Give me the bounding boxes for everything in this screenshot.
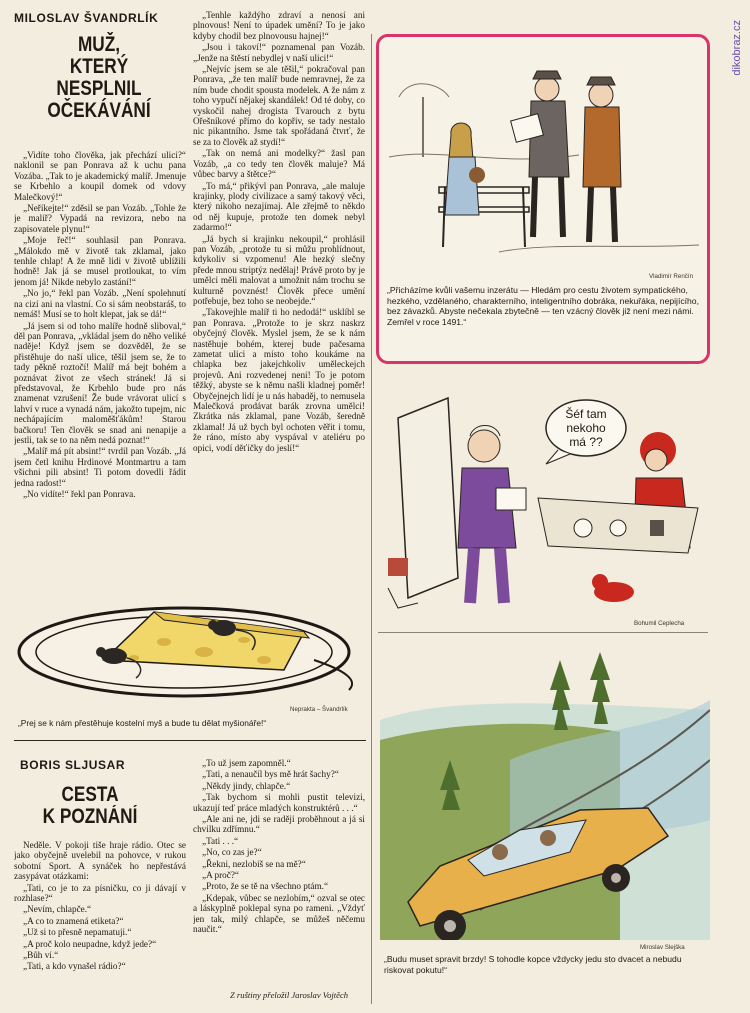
paragraph: „Ale ani ne, jdi se raději proběhnout a já si chvilku zdřímnu.“ <box>193 814 365 835</box>
story2-title-line: CESTA <box>61 783 119 806</box>
paragraph: „A proč kolo neupadne, když jede?“ <box>23 938 157 949</box>
speech-bubble-line: nekoho <box>566 421 606 435</box>
kitchen-cartoon <box>378 378 708 616</box>
story1-title <box>14 34 184 122</box>
translator-credit: Z ruštiny přeložil Jaroslav Vojtěch <box>230 990 349 1000</box>
divider <box>378 632 708 633</box>
paragraph: Neděle. V pokoji tiše hraje rádio. Otec se jako obyčejně uvelebil na pohovce, v rukou sobotní Sport. A synáček ho nepřestává zasypávat otázkami: <box>14 840 186 882</box>
story2-author: BORIS SLJUSAR <box>20 758 126 772</box>
car-cartoon-credit: Miroslav Slejška <box>640 944 685 951</box>
paragraph: „Takovejhle malíř ti ho nedodá!“ usklíbl se pan Ponrava. „Protože to je skrz naskrz obyčejný člověk. Myslel jsem, že se k nám nastěhuje bohém, kterej bude pačesama zametat ulici a místo toho koukáme na chlapka bez jakejchkoliv uměleckejch projevů. Ani rozvedenej není! To je potom těžký, abyste se k němu našli kladnej poměr! Obyčejnejch lidí je u nás habaděj, to nemusela Malečková prodávat barák zrovna umělci! Zkrátka nás zklamal, pane Vozáb, šeredně zklamal! Já už bych byl ochoten věřit i tomu, že ráno, místo aby vyspával v ateliéru po opici, vodí děťičky do jeslí!“ <box>193 307 365 453</box>
paragraph: „Vidíte toho člověka, jak přechází ulici?“ naklonil se pan Ponrava až k uchu pana Vozába. „Tak to je akademický malíř. Jmenuje se Krbehlo a koupil domek od vdovy Malečkový!“ <box>14 150 186 202</box>
story2-title <box>20 784 160 828</box>
paragraph: „Nevím, chlapče.“ <box>23 904 92 915</box>
paragraph: „Tati . . .“ <box>202 835 239 846</box>
story1-column-2 <box>193 10 365 572</box>
paragraph: „Nejvíc jsem se ale těšil,“ pokračoval pan Ponrava, „že ten malíř bude nemravnej, že za ním bude chodit spousta modelek. A že nám z toho vypučí nějakej skandálek! Od té doby, co vyskočil nahej drogista Tvarouch z bytu Ořešníkové přímo do kopřiv, se tady nestalo nic pikantního. Jsme tak spořádaná čtvrť, že se za to člověk až stydí!“ <box>193 64 365 147</box>
paragraph: „No, co zas je?“ <box>202 847 262 858</box>
story1-title-line: MUŽ, <box>77 33 121 56</box>
paragraph: „Řekni, nezlobíš se na mě?“ <box>202 858 306 869</box>
paragraph: „Tak on nemá ani modelky?“ žasl pan Vozáb, „a co tedy ten člověk maluje? Má vůbec barvy a štětce?“ <box>193 148 365 180</box>
paragraph: „Malíř má pít absint!“ tvrdil pan Vozáb. „Já jsem četl knihu Hrdinové Montmartru a tam všichni pili absint! Ti potom dovedli řádit jedna radost!“ <box>14 446 186 488</box>
mice-cartoon-credit: Neprakta – Švandrlík <box>290 706 348 713</box>
story1-author: MILOSLAV ŠVANDRLÍK <box>14 11 159 25</box>
paragraph: „Tati, co je to za písničku, co ji dávají v rozhlase?“ <box>14 882 186 904</box>
kitchen-illustration <box>378 378 708 616</box>
kitchen-cartoon-credit: Bohumil Ceplecha <box>634 620 685 627</box>
column-divider <box>371 34 372 1004</box>
car-cartoon <box>380 640 710 940</box>
car-cartoon-caption: „Budu muset spravit brzdy! S tohodle kopce vždycky jedu sto dvacet a nebudu riskovat pokutu!“ <box>384 954 682 975</box>
paragraph: „Já bych si krajinku nekoupil,“ prohlásil pan Vozáb, „protože tu si můžu prohlídnout, kdykoliv si vzpomenu! Ale hezký slečny přede mnou striptýz nedělaj! Právě proto by je umělci měli malovat a umožnit nám trochu se kulturně povznést! Člověk přece umění potřebuje, bez toho se neobejde.“ <box>193 233 365 306</box>
park-cartoon-credit: Vladimír Renčín <box>649 273 694 280</box>
paragraph: „Tak bychom si mohli pustit televizi, ukazují teď práce mladých konstruktérů . . .“ <box>193 792 365 813</box>
paragraph: „To už jsem zapomněl.“ <box>202 758 291 768</box>
paragraph: „Tati, a kdo vynašel rádio?“ <box>23 961 126 972</box>
paragraph: „To má,“ přikývl pan Ponrava, „ale maluje krajinky, plody civilizace a samý takový věci, který nikoho nezajímaj. Ale zřejmě to někdo od něj kupuje, protože ten domek nebyl zadarmo!“ <box>193 180 365 233</box>
speech-bubble-line: Šéf tam <box>565 407 607 421</box>
paragraph: „Jsou i takoví!“ poznamenal pan Vozáb. „Jenže na štěstí nebydlej v naší ulici!“ <box>193 42 365 63</box>
paragraph: „Moje řeč!“ souhlasil pan Ponrava. „Málokdo mě v životě tak zklamal, jako tenhle chlap! A že mně lidi v životě ublížili hodně! Jak já se musel protloukat, to vím jenom já! Nikde nebylo zastání!“ <box>14 235 186 287</box>
mice-on-cheese-illustration <box>14 580 366 704</box>
story1-title-line: KTERÝ <box>69 55 129 78</box>
story2-column-2 <box>193 758 365 980</box>
paragraph: „Já jsem si od toho malíře hodně sliboval,“ děl pan Ponrava, „vkládal jsem do něho veliké naděje! Když jsem se dozvěděl, že se přistěhuje do naší ulice, těšil jsem se, že to tady pěkně roztočí! Malíř má bejt bohém a poznávat život ze všech stránek! Já si představoval, že Krbehlo bude pro nás znamenat vzrušení! Že bude vrávorat ulicí s lahví v ruce a vynadá nám, jakožto tupejm, nic nechápajícím maloměšťákům! Starou bačkoru! Ten člověk se snad ani nenapije a jestli, tak se to na něm nedá poznat!“ <box>14 320 186 445</box>
paragraph: „Proto, že se tě na všechno ptám.“ <box>202 881 329 892</box>
park-cartoon-caption: „Přicházíme kvůli vašemu inzerátu — Hledám pro cestu životem sympatického, hezkého, vzdělaného, charakterního, inteligentního dobráka, nekuřáka, nepijícího, bez závazků. Abyste nečekala zbytečně — ten vzácný člověk již není mezi námi. Zemřel v roce 1491.“ <box>387 285 699 327</box>
speech-bubble-line: má ?? <box>569 435 603 449</box>
paragraph: „No vidíte!“ řekl pan Ponrava. <box>23 489 136 499</box>
paragraph: „A proč?“ <box>202 870 239 881</box>
site-watermark: dikobraz.cz <box>731 20 743 76</box>
paragraph: „Neříkejte!“ zděsil se pan Vozáb. „Tohle že je malíř? Vypadá na revizora, nebo na zapisovatele plynu!“ <box>14 203 186 234</box>
mice-cartoon-caption: „Prej se k nám přestěhuje kostelní myš a bude tu dělat myšionáře!“ <box>18 718 267 728</box>
paragraph: „Už si to přesně nepamatuji.“ <box>23 927 132 938</box>
story2-column-1 <box>14 840 186 1005</box>
paragraph: „Tenhle každýho zdraví a nenosí ani plnovous! Není to úpadek umění? To je jako kdyby chodil bez plnovousu hajnej!“ <box>193 10 365 41</box>
paragraph: „A co to znamená etiketa?“ <box>23 915 124 926</box>
park-bench-illustration <box>379 37 707 267</box>
paragraph: „No jo,“ řekl pan Vozáb. „Není spolehnutí na cizí ani na vlastní. Co si sám neobstaráš, to nemáš! Musí se to holt klepat, jak se dá!“ <box>14 288 186 320</box>
paragraph: „Bůh ví.“ <box>23 950 59 961</box>
car-downhill-illustration <box>380 640 710 940</box>
mice-cartoon <box>14 580 366 704</box>
story1-column-1 <box>14 150 186 570</box>
paragraph: „Někdy jindy, chlapče.“ <box>202 780 291 791</box>
story2-title-line: K POZNÁNÍ <box>42 805 138 828</box>
park-cartoon-frame <box>376 34 710 364</box>
story1-title-line: OČEKÁVÁNÍ <box>47 99 151 122</box>
divider <box>14 740 366 741</box>
story1-title-line: NESPLNIL <box>56 77 142 100</box>
paragraph: „Kdepak, vůbec se nezlobím,“ ozval se otec a láskyplně poklepal syna po rameni. „Vždyť jen tak, milý chlapče, se můžeš něčemu naučit.“ <box>193 892 365 935</box>
paragraph: „Tati, a nenaučíl bys mě hrát šachy?“ <box>202 769 339 780</box>
